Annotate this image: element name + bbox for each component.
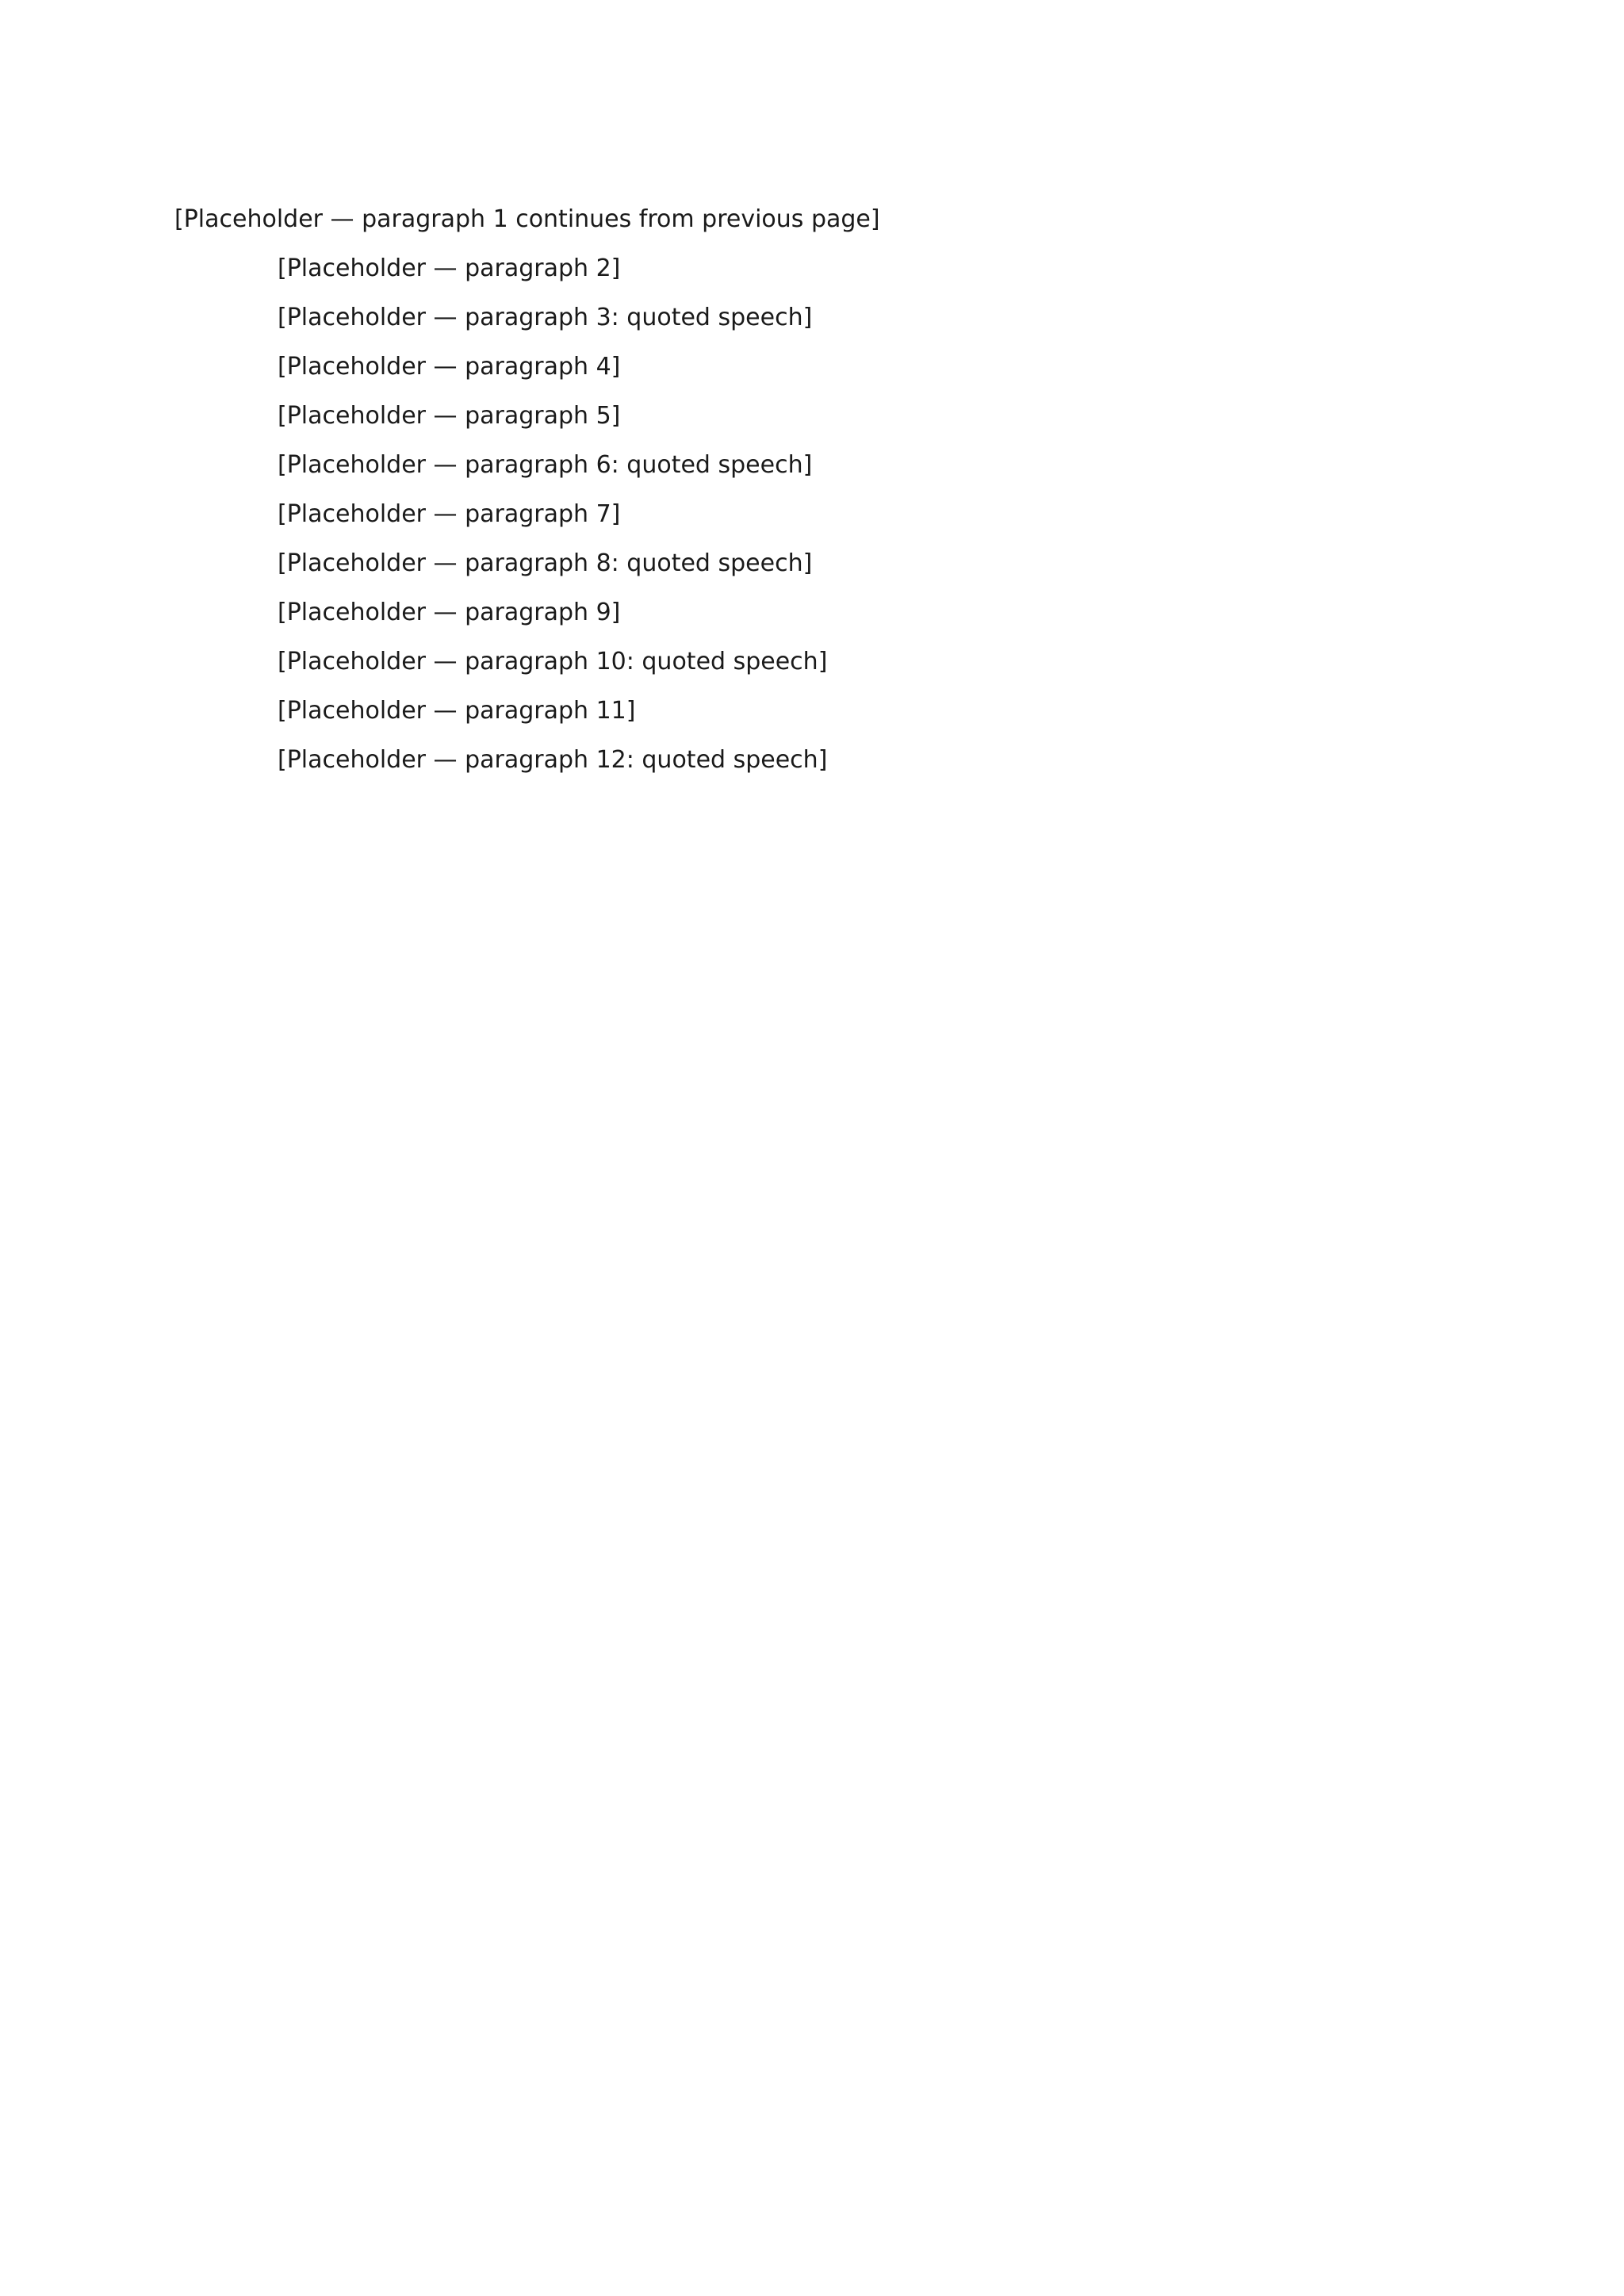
document-page — [174, 198, 1451, 2149]
body-paragraph: [Placeholder — paragraph 5] — [278, 402, 621, 430]
body-paragraph: [Placeholder — paragraph 10: quoted speech] — [278, 648, 828, 675]
body-paragraph: [Placeholder — paragraph 4] — [278, 353, 621, 381]
body-paragraph: [Placeholder — paragraph 7] — [278, 500, 621, 528]
body-paragraph: [Placeholder — paragraph 6: quoted speech] — [278, 451, 813, 479]
body-paragraph: [Placeholder — paragraph 2] — [278, 254, 621, 282]
body-paragraph: [Placeholder — paragraph 11] — [278, 697, 636, 725]
body-text — [174, 198, 1451, 782]
body-paragraph: [Placeholder — paragraph 3: quoted speech] — [278, 304, 813, 331]
body-paragraph: [Placeholder — paragraph 8: quoted speech] — [278, 549, 813, 577]
body-paragraph: [Placeholder — paragraph 9] — [278, 599, 621, 626]
body-paragraph: [Placeholder — paragraph 1 continues from previous page] — [174, 205, 880, 233]
body-paragraph: [Placeholder — paragraph 12: quoted speech] — [278, 746, 828, 774]
